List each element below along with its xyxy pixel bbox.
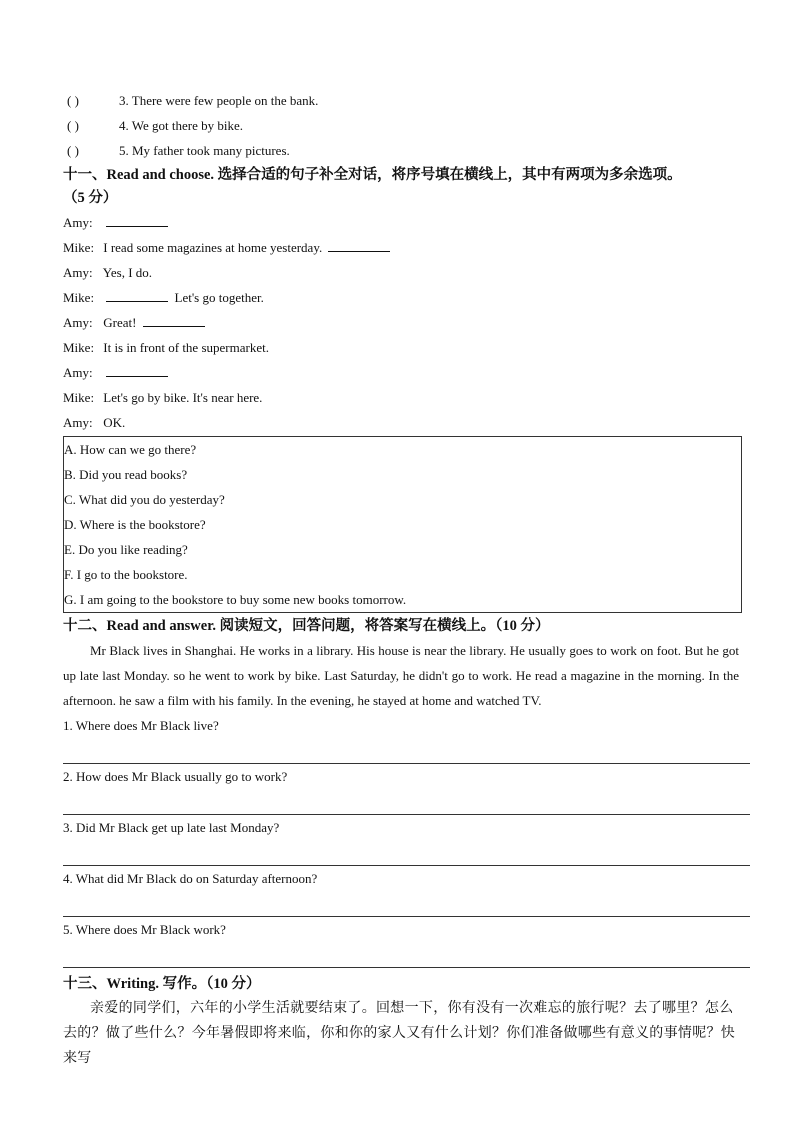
tf-item [63,113,739,138]
speaker: Mike: [63,240,95,255]
answer-line[interactable] [63,840,750,866]
answer-blank[interactable] [106,288,168,302]
answer-line[interactable] [63,789,750,815]
dialogue-line [63,310,739,335]
dialogue-line [63,235,739,260]
dialogue-line [63,335,739,360]
option-item: G. I am going to the bookstore to buy some new books tomorrow. [64,592,407,607]
question: 1. Where does Mr Black live? [63,718,219,733]
reading-passage: Mr Black lives in Shanghai. He works in a library. His house is near the library. He usually goes to work on foot. But he got up late last Monday. so he went to work by bike. Last Saturday, he didn't go to work. He read a magazine in the morning. In the afternoon. he saw a film with his family. In the evening, he stayed at home and watched TV. [63,643,739,708]
tf-item [63,88,739,113]
answer-line[interactable] [63,738,750,764]
dialogue-text: It is in front of the supermarket. [103,340,269,355]
speaker: Amy: [63,215,93,230]
dialogue-text: Let's go together. [174,290,264,305]
option-item: C. What did you do yesterday? [64,492,225,507]
question: 4. What did Mr Black do on Saturday afternoon? [63,871,318,886]
dialogue-line [63,360,739,385]
speaker: Amy: [63,415,93,430]
worksheet-page [63,88,739,1071]
section-11-score: （5 分） [63,190,118,206]
options-box [63,436,742,613]
answer-line[interactable] [63,942,750,968]
true-false-list [63,88,739,163]
option-item: B. Did you read books? [64,467,188,482]
writing-prompt: 亲爱的同学们，六年的小学生活就要结束了。回想一下，你有没有一次难忘的旅行呢？去了哪里？怎么去的？做了些什么？今年暑假即将来临，你和你的家人又有什么计划？你们准备做哪些有意义的事情呢？快来写 [63,1000,736,1066]
answer-line[interactable] [63,891,750,917]
dialogue-text: Let's go by bike. It's near here. [103,390,263,405]
speaker: Mike: [63,290,95,305]
speaker: Amy: [63,265,93,280]
option-item: A. How can we go there? [64,442,197,457]
answer-blank[interactable] [328,238,390,252]
tf-statement: 3. There were few people on the bank. [119,93,319,108]
option-item: F. I go to the bookstore. [64,567,188,582]
answer-blank[interactable] [106,213,168,227]
question-list [63,713,739,968]
question: 3. Did Mr Black get up late last Monday? [63,820,280,835]
dialogue-line [63,260,739,285]
section-11-title: 十一、Read and choose. 选择合适的句子补全对话，将序号填在横线上，其中有两项为多余选项。 [63,167,682,183]
answer-paren[interactable]: ( ) [67,118,79,133]
dialogue-line [63,285,739,310]
option-item: E. Do you like reading? [64,542,188,557]
tf-statement: 4. We got there by bike. [119,118,243,133]
question: 5. Where does Mr Black work? [63,922,226,937]
section-13-title: 十三、Writing. 写作。（10 分） [63,976,261,992]
dialogue [63,210,739,435]
speaker: Amy: [63,365,93,380]
answer-blank[interactable] [106,363,168,377]
speaker: Mike: [63,340,95,355]
section-12-title: 十二、Read and answer. 阅读短文，回答问题，将答案写在横线上。（10 分） [63,618,550,634]
dialogue-text: Yes, I do. [102,265,153,280]
dialogue-line [63,410,739,435]
answer-paren[interactable]: ( ) [67,143,79,158]
answer-blank[interactable] [143,313,205,327]
dialogue-line [63,210,739,235]
tf-item [63,138,739,163]
tf-statement: 5. My father took many pictures. [119,143,290,158]
dialogue-line [63,385,739,410]
dialogue-text: Great! [103,315,137,330]
question: 2. How does Mr Black usually go to work? [63,769,288,784]
option-item: D. Where is the bookstore? [64,517,206,532]
answer-paren[interactable]: ( ) [67,93,79,108]
dialogue-text: I read some magazines at home yesterday. [103,240,323,255]
speaker: Amy: [63,315,93,330]
speaker: Mike: [63,390,95,405]
dialogue-text: OK. [103,415,126,430]
